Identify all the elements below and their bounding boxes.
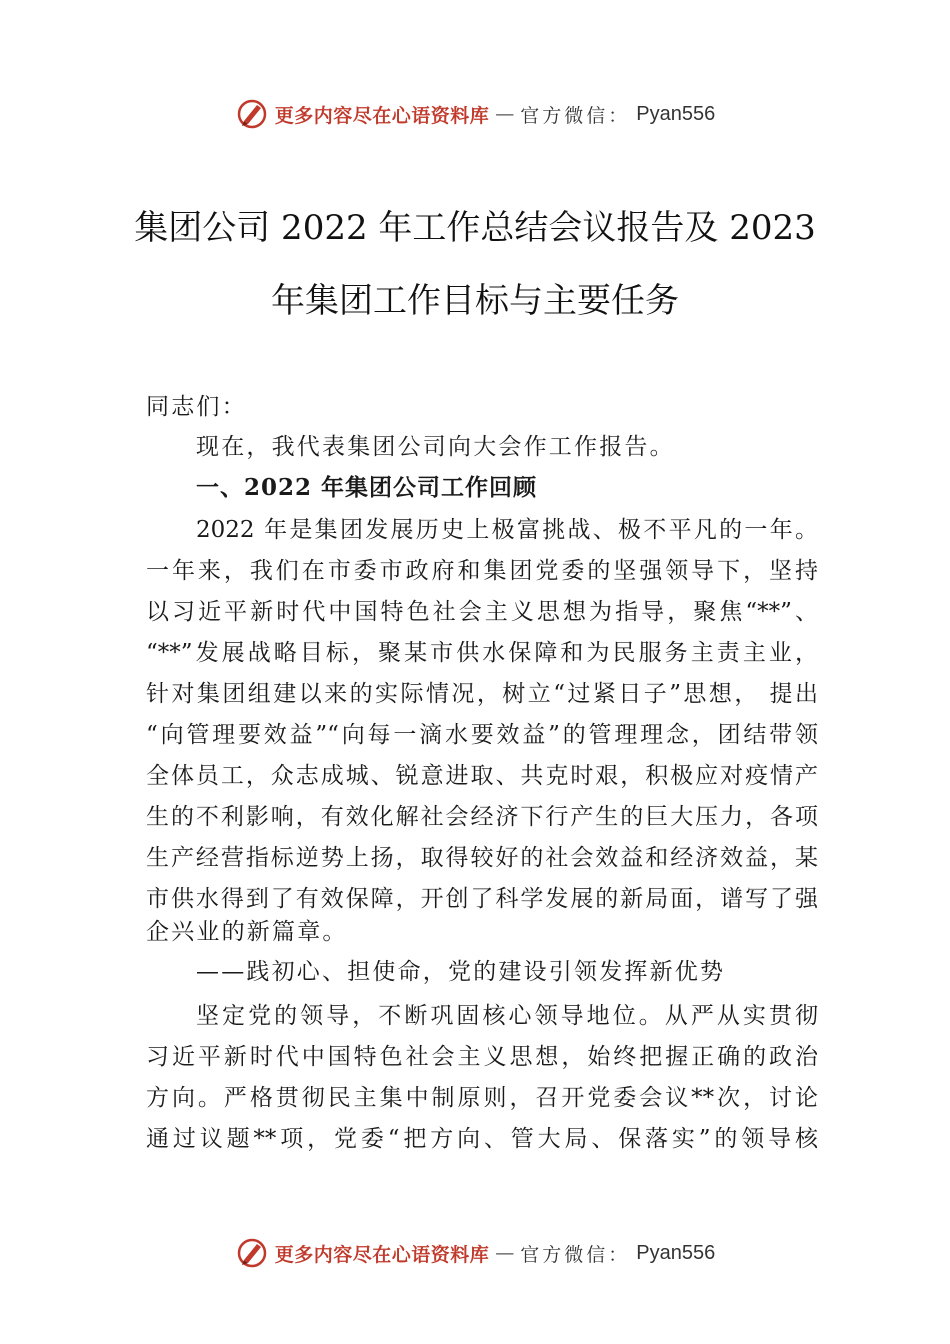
- salutation: 同志们：: [146, 394, 247, 420]
- watermark-separator: —: [495, 103, 515, 125]
- paragraph-2-line: 通过议题**项，党委“把方向、管大局、保落实”的领导核: [146, 1126, 818, 1152]
- paragraph-1-line: 市供水得到了有效保障，开创了科学发展的新局面，谱写了强: [146, 886, 818, 912]
- watermark-footer: [0, 1233, 950, 1273]
- paragraph-1-line: 针对集团组建以来的实际情况，树立“过紧日子”思想， 提出: [146, 681, 818, 707]
- paragraph-1-line: 一年来，我们在市委市政府和集团党委的坚强领导下，坚持: [146, 558, 818, 584]
- paragraph-1-line: “**”发展战略目标，聚某市供水保障和为民服务主责主业，: [146, 640, 818, 666]
- paragraph-1-line: 生产经营指标逆势上扬，取得较好的社会效益和经济效益，某: [146, 845, 818, 871]
- paragraph-1-line: 生的不利影响，有效化解社会经济下行产生的巨大压力，各项: [146, 804, 818, 830]
- paragraph-2-line: 习近平新时代中国特色社会主义思想，始终把握正确的政治: [146, 1044, 818, 1070]
- watermark-official-label: 官方微信：: [520, 104, 631, 127]
- paragraph-1-line: 全体员工，众志成城、锐意进取、共克时艰，积极应对疫情产: [146, 763, 818, 789]
- pen-seal-logo-icon: [235, 97, 269, 131]
- watermark-brand-text: 更多内容尽在心语资料库: [274, 1243, 490, 1266]
- section-heading-1: 一、2022 年集团公司工作回顾: [196, 474, 538, 501]
- paragraph-2-line: 方向。严格贯彻民主集中制原则，召开党委会议**次，讨论: [146, 1085, 818, 1111]
- document-title-line-1: 集团公司 2022 年工作总结会议报告及 2023: [134, 208, 816, 248]
- watermark-brand-text: 更多内容尽在心语资料库: [274, 104, 490, 127]
- watermark-wechat-id: Pyan556: [636, 102, 716, 125]
- document-title-line-2: 年集团工作目标与主要任务: [271, 281, 679, 321]
- watermark-official-label: 官方微信：: [520, 1243, 631, 1266]
- sub-heading-1: ——践初心、担使命，党的建设引领发挥新优势: [196, 959, 726, 985]
- paragraph-2-line: 坚定党的领导，不断巩固核心领导地位。从严从实贯彻: [196, 1003, 818, 1029]
- paragraph-1-line: “向管理要效益”“向每一滴水要效益”的管理理念，团结带领: [146, 722, 818, 748]
- watermark-wechat-id: Pyan556: [636, 1241, 716, 1264]
- pen-seal-logo-icon: [235, 1236, 269, 1270]
- intro-paragraph: 现在，我代表集团公司向大会作工作报告。: [196, 434, 675, 460]
- watermark-separator: —: [495, 1242, 515, 1264]
- watermark-header: [0, 94, 950, 134]
- paragraph-1-line: 企兴业的新篇章。: [146, 919, 348, 945]
- paragraph-1-line: 2022 年是集团发展历史上极富挑战、极不平凡的一年。: [196, 517, 818, 543]
- paragraph-1-line: 以习近平新时代中国特色社会主义思想为指导，聚焦“**”、: [146, 599, 818, 625]
